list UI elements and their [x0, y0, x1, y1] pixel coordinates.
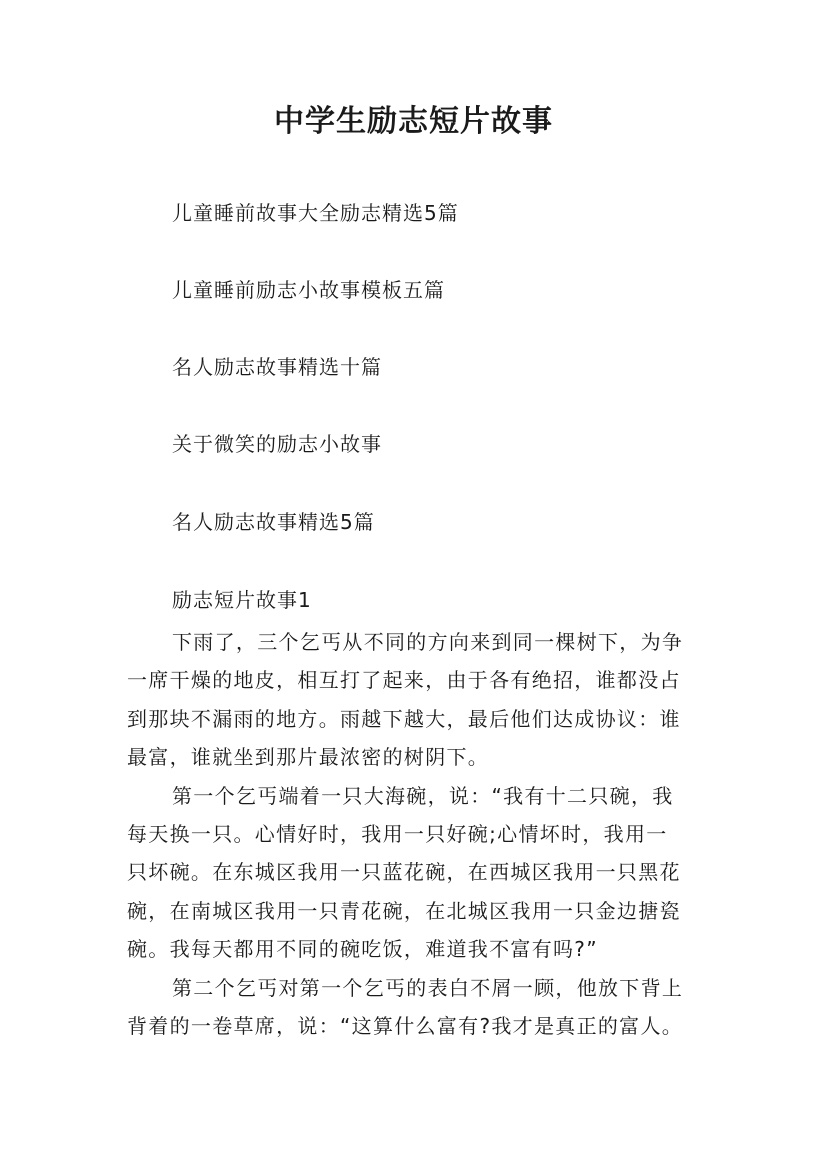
toc-item: 名人励志故事精选5篇 — [172, 510, 375, 534]
paragraph-line: 碗。我每天都用不同的碗吃饭，难道我不富有吗?” — [127, 937, 598, 962]
toc-item: 儿童睡前励志小故事模板五篇 — [172, 278, 445, 302]
paragraph-line: 到那块不漏雨的地方。雨越下越大，最后他们达成协议：谁 — [127, 706, 681, 731]
paragraph-line: 只坏碗。在东城区我用一只蓝花碗，在西城区我用一只黑花 — [127, 860, 681, 885]
paragraph-line: 下雨了，三个乞丐从不同的方向来到同一棵树下，为争 — [172, 630, 684, 654]
paragraph-line: 每天换一只。心情好时，我用一只好碗;心情坏时，我用一 — [127, 821, 668, 846]
toc-item: 儿童睡前故事大全励志精选5篇 — [172, 201, 459, 225]
paragraph — [127, 777, 712, 969]
page-title: 中学生励志短片故事 — [274, 104, 553, 139]
story-body — [127, 623, 712, 1045]
paragraph-line: 第一个乞丐端着一只大海碗，说：“我有十二只碗，我 — [172, 783, 674, 808]
paragraph-line: 第二个乞丐对第一个乞丐的表白不屑一顾，他放下背上 — [172, 975, 684, 1000]
toc-item: 名人励志故事精选十篇 — [172, 355, 382, 379]
paragraph-line: 最富，谁就坐到那片最浓密的树阴下。 — [127, 745, 490, 770]
paragraph-line: 碗，在南城区我用一只青花碗，在北城区我用一只金边搪瓷 — [127, 898, 681, 923]
paragraph — [127, 969, 712, 1046]
toc-item: 关于微笑的励志小故事 — [172, 432, 382, 456]
paragraph-line: 一席干燥的地皮，相互打了起来，由于各有绝招，谁都没占 — [127, 668, 681, 693]
section-title: 励志短片故事1 — [172, 588, 312, 612]
paragraph — [127, 623, 712, 777]
paragraph-line: 背着的一卷草席，说：“这算什么富有?我才是真正的富人。 — [127, 1013, 684, 1038]
